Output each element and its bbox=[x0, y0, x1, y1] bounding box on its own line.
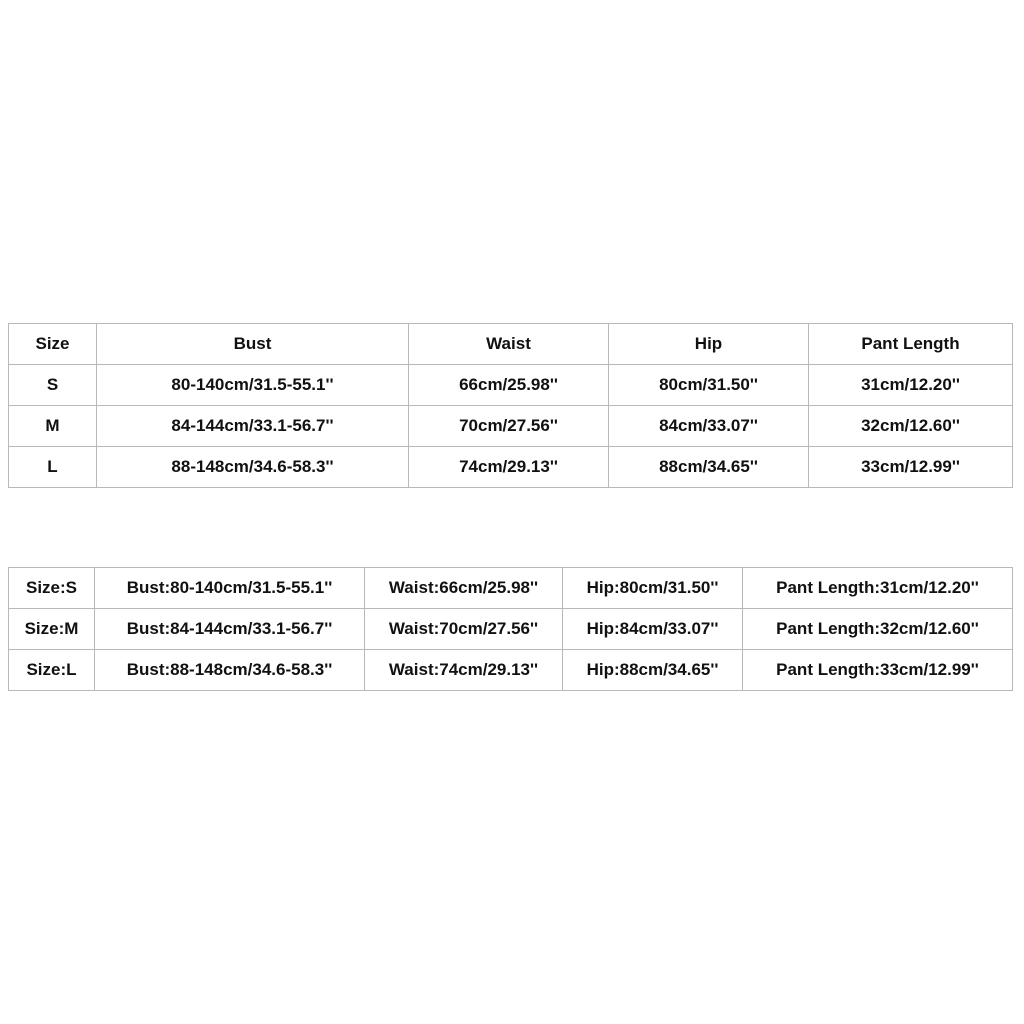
table-row bbox=[9, 568, 1013, 609]
cell-size: Size:S bbox=[9, 568, 95, 609]
cell-waist: Waist:70cm/27.56'' bbox=[365, 609, 563, 650]
cell-waist: Waist:66cm/25.98'' bbox=[365, 568, 563, 609]
table-header-row bbox=[9, 324, 1013, 365]
cell-bust: Bust:84-144cm/33.1-56.7'' bbox=[95, 609, 365, 650]
cell-size: Size:M bbox=[9, 609, 95, 650]
cell-waist: 74cm/29.13'' bbox=[409, 447, 609, 488]
table-row bbox=[9, 447, 1013, 488]
cell-bust: 88-148cm/34.6-58.3'' bbox=[97, 447, 409, 488]
cell-hip: Hip:80cm/31.50'' bbox=[563, 568, 743, 609]
cell-size: S bbox=[9, 365, 97, 406]
header-hip: Hip bbox=[609, 324, 809, 365]
size-chart-inline-table bbox=[8, 567, 1013, 691]
header-waist: Waist bbox=[409, 324, 609, 365]
header-bust: Bust bbox=[97, 324, 409, 365]
cell-pant-length: Pant Length:31cm/12.20'' bbox=[743, 568, 1013, 609]
cell-waist: 70cm/27.56'' bbox=[409, 406, 609, 447]
size-chart-table bbox=[8, 323, 1013, 488]
cell-pant-length: 31cm/12.20'' bbox=[809, 365, 1013, 406]
cell-bust: 80-140cm/31.5-55.1'' bbox=[97, 365, 409, 406]
cell-hip: 84cm/33.07'' bbox=[609, 406, 809, 447]
cell-pant-length: 32cm/12.60'' bbox=[809, 406, 1013, 447]
cell-size: Size:L bbox=[9, 650, 95, 691]
cell-bust: Bust:80-140cm/31.5-55.1'' bbox=[95, 568, 365, 609]
cell-hip: 80cm/31.50'' bbox=[609, 365, 809, 406]
table-row bbox=[9, 365, 1013, 406]
cell-pant-length: Pant Length:32cm/12.60'' bbox=[743, 609, 1013, 650]
header-pant-length: Pant Length bbox=[809, 324, 1013, 365]
cell-hip: Hip:88cm/34.65'' bbox=[563, 650, 743, 691]
cell-size: L bbox=[9, 447, 97, 488]
cell-bust: 84-144cm/33.1-56.7'' bbox=[97, 406, 409, 447]
table-row bbox=[9, 650, 1013, 691]
cell-hip: 88cm/34.65'' bbox=[609, 447, 809, 488]
cell-waist: 66cm/25.98'' bbox=[409, 365, 609, 406]
table-row bbox=[9, 609, 1013, 650]
cell-bust: Bust:88-148cm/34.6-58.3'' bbox=[95, 650, 365, 691]
table-row bbox=[9, 406, 1013, 447]
cell-pant-length: Pant Length:33cm/12.99'' bbox=[743, 650, 1013, 691]
header-size: Size bbox=[9, 324, 97, 365]
cell-pant-length: 33cm/12.99'' bbox=[809, 447, 1013, 488]
cell-hip: Hip:84cm/33.07'' bbox=[563, 609, 743, 650]
cell-waist: Waist:74cm/29.13'' bbox=[365, 650, 563, 691]
cell-size: M bbox=[9, 406, 97, 447]
